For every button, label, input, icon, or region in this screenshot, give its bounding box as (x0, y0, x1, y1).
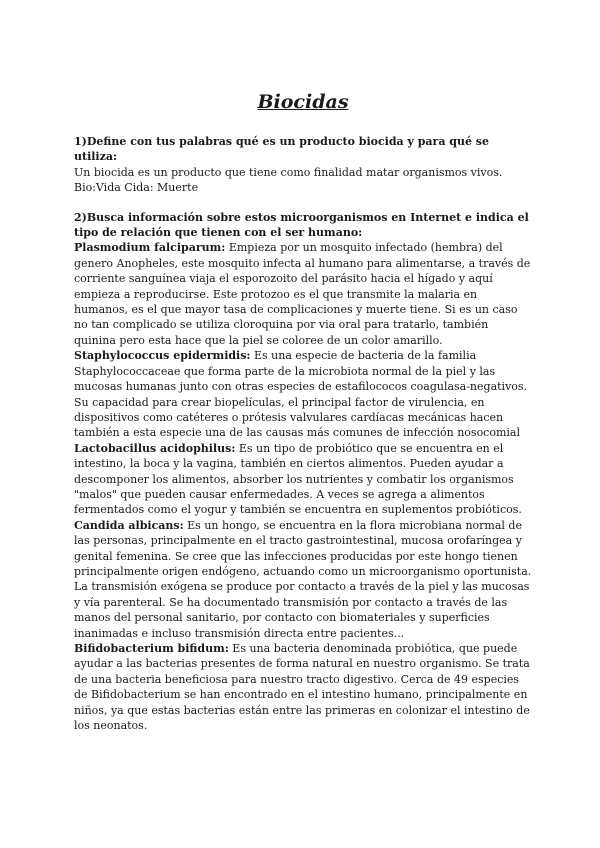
question-1-heading: 1)Define con tus palabras qué es un producto biocida y para qué se utiliza: (74, 135, 489, 164)
organism-description: Es un tipo de probiótico que se encuentra en el intestino, la boca y la vagina, también en ciertos alimentos. Pueden ayudar a descomponer los alimentos, absorber los nutrientes y combatir los organismos "malos" que pueden causar enfermedades. A veces se agrega a alimentos fermentados como el yogur y también se encuentra en suplementos probióticos. (74, 441, 522, 517)
organism-name: Plasmodium falciparum: (74, 241, 226, 255)
organism-name: Candida albicans: (74, 518, 184, 532)
organism-entry-staphylococcus (74, 348, 532, 394)
question-1-section (74, 134, 532, 196)
organism-description: Es una especie de bacteria de la familia Staphylococcaceae que forma parte de la microbiota normal de la piel y las mucosas humanas junto con otras especies de estafilococos coagulasa-negativos. (74, 349, 528, 394)
page-title: Biocidas (257, 91, 349, 113)
question-2-section (74, 210, 532, 734)
organism-entry-lactobacillus (74, 441, 532, 518)
section-spacer (74, 196, 532, 210)
organism-name: Bifidobacterium bifidum: (74, 642, 229, 655)
organism-description-continued: Su capacidad para crear biopelículas, el principal factor de virulencia, en dispositivos como catéteres o prótesis valvulares cardíacas mecánicas hacen también a esta especie una de las causas más comunes de infección nosocomial (74, 395, 520, 440)
organism-description: Es una bacteria denominada probiótica, que puede ayudar a las bacterias presentes de forma natural en nuestro organismo. Se trata de una bacteria beneficiosa para nuestro tracto digestivo. Cerca de 49 especies de Bifidobacterium se han encontrado en el intestino humano, principalmente en niños, ya que estas bacterias están entre las primeras en colonizar el intestino de los neonatos. (74, 642, 530, 733)
question-2-heading: 2)Busca información sobre estos microorganismos en Internet e indica el tipo de relación que tienen con el ser humano: (74, 210, 529, 240)
organism-description: Es un hongo, se encuentra en la flora microbiana normal de las personas, principalmente en el tracto gastrointestinal, mucosa orofaríngea y genital femenina. Se cree que las infecciones producidas por este hongo tienen principalmente origen endógeno, actuando como un microorganismo oportunista. La transmisión exógena se produce por contacto a través de la piel y las mucosas y vía parenteral. Se ha documentado transmisión por contacto a través de las manos del personal sanitario, por contacto con biomateriales y superficies inanimadas e incluso transmisión directa entre pacientes... (74, 518, 532, 640)
question-1-answer-line: Bio:Vida Cida: Muerte (74, 181, 199, 195)
question-1-answer-line: Un biocida es un producto que tiene como finalidad matar organismos vivos. (74, 165, 503, 179)
organism-entry-plasmodium (74, 240, 532, 348)
organism-name: Lactobacillus acidophilus: (74, 441, 236, 455)
organism-name: Staphylococcus epidermidis: (74, 349, 251, 363)
document-page (74, 90, 532, 733)
organism-entry-bifidobacterium (74, 641, 532, 733)
organism-entry-candida (74, 518, 532, 641)
organism-description: Empieza por un mosquito infectado (hembra) del genero Anopheles, este mosquito infecta al humano para alimentarse, a través de corriente sanguínea viaja el esporozoito del parásito hacia el hígado y aquí empieza a reproducirse. Este protozoo es el que transmite la malaria en humanos, es el que mayor tasa de complicaciones y muerte tiene. Si es un caso no tan complicado se utiliza cloroquina por via oral para tratarlo, también quinina pero esta hace que la piel se coloree de un color amarillo. (74, 241, 531, 347)
